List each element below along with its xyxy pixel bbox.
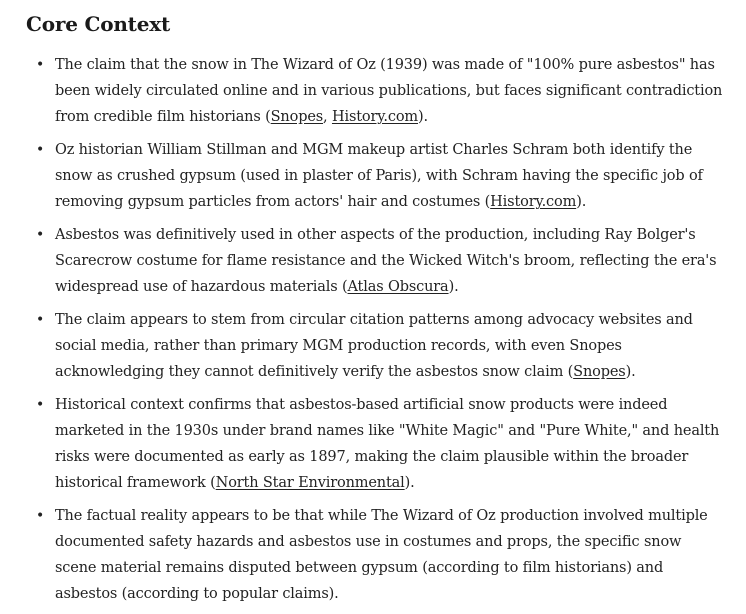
item-text: The claim that the snow in The Wizard of Oz (1939) was made of "100% pure asbestos" has been widely circulated online and in various publications, but faces significant contradiction from credible film historians (: [55, 57, 723, 126]
item-text-end: ).: [448, 279, 459, 296]
item-text: The claim appears to stem from circular citation patterns among advocacy websites and social media, rather than primary MGM production records, with even Snopes acknowledging they cannot definitively verify the asbestos snow claim (: [55, 311, 693, 381]
item-text-end: ).: [418, 109, 428, 126]
item-text: Asbestos was definitively used in other aspects of the production, including Ray Bolger's Scarecrow costume for flame resistance and the Wicked Witch's broom, reflecting the era's widespread use of hazardous materials (: [55, 226, 717, 296]
item-text-end: ).: [576, 194, 587, 211]
source-link-snopes[interactable]: Snopes: [270, 109, 324, 126]
bullet-dot-icon: •: [36, 57, 45, 73]
bullet-dot-icon: •: [36, 507, 45, 524]
bullet-dot-icon: •: [36, 396, 45, 413]
item-text: The factual reality appears to be that while The Wizard of Oz production involved multiple documented safety hazards and asbestos use in costumes and props, the specific snow scene material remains disputed between gypsum (according to film historians) and asbestos (according to popular claims).: [55, 507, 708, 603]
item-text: Oz historian William Stillman and MGM makeup artist Charles Schram both identify the snow as crushed gypsum (used in plaster of Paris), with Schram having the specific job of removing gypsum particles from actors' hair and costumes (: [55, 141, 703, 211]
list-item: [34, 307, 724, 386]
item-text-end: ).: [625, 364, 636, 381]
bullet-dot-icon: •: [36, 141, 45, 158]
source-link-atlas-obscura[interactable]: Atlas Obscura: [347, 279, 449, 296]
list-item: [34, 503, 724, 608]
source-link-snopes[interactable]: Snopes: [573, 364, 626, 381]
item-text-end: ).: [404, 475, 415, 492]
bullet-dot-icon: •: [36, 226, 45, 243]
item-text: Historical context confirms that asbestos-based artificial snow products were indeed marketed in the 1930s under brand names like "White Magic" and "Pure White," and health risks were documented as early as 1897, making the claim plausible within the broader historical framework (: [55, 396, 720, 492]
section-heading: Core Context: [26, 12, 171, 36]
list-item: [34, 137, 724, 216]
source-link-history[interactable]: History.com: [331, 109, 419, 126]
bullet-list: [34, 52, 724, 614]
source-link-north-star-environmental[interactable]: North Star Environmental: [215, 475, 405, 492]
bullet-dot-icon: •: [36, 311, 45, 328]
link-separator: ,: [323, 109, 332, 126]
list-item: [34, 222, 724, 301]
list-item: [34, 52, 724, 131]
list-item: [34, 392, 724, 497]
source-link-history[interactable]: History.com: [490, 194, 577, 211]
